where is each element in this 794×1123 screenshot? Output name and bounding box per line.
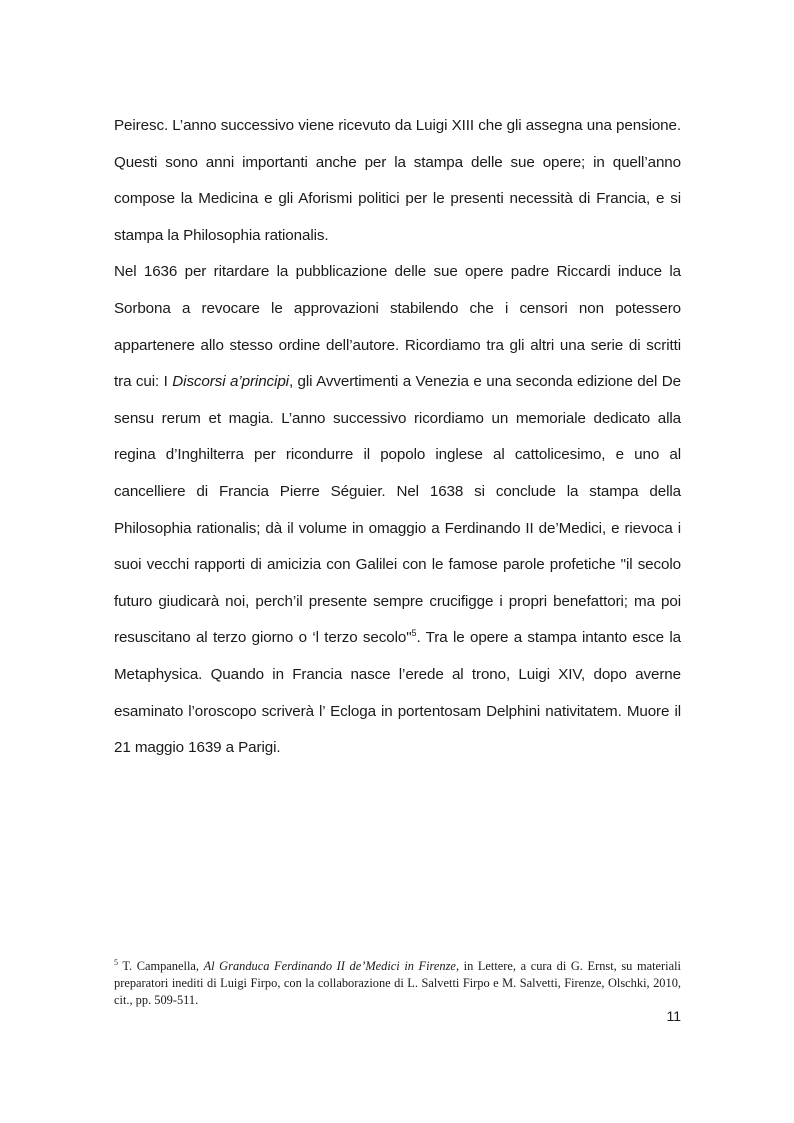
paragraph-2-part-c: . Tra le opere a stampa intanto esce la Metaphysica. Quando in Francia nasce l’erede al trono, Luigi XIV, dopo averne esaminato l’oroscopo scriverà l’ Ecloga in portentosam Delphini nativitatem. Muore il 21 maggio 1639 a Parigi. [114, 629, 681, 757]
footnote-number: 5 [114, 957, 118, 967]
footnote [114, 958, 681, 1009]
paragraph-2 [114, 254, 681, 766]
footnote-text-a: T. Campanella, [118, 959, 204, 973]
footnote-text-b: , in Lettere, a cura di G. Ernst, su materiali preparatori inediti di Luigi Firpo, con la collaborazione di L. Salvetti Firpo e M. Salvetti, Firenze, Olschki, 2010, cit., pp. 509-511. [114, 959, 681, 1007]
paragraph-2-part-b: , gli Avvertimenti a Venezia e una seconda edizione del De sensu rerum et magia. L’anno successivo ricordiamo un memoriale dedicato alla regina d’Inghilterra per ricondurre il popolo inglese al cattolicesimo, e uno al cancelliere di Francia Pierre Séguier. Nel 1638 si conclude la stampa della Philosophia rationalis; dà il volume in omaggio a Ferdinando II de’Medici, e rievoca i suoi vecchi rapporti di amicizia con Galilei con le famose parole profetiche "il secolo futuro giudicarà noi, perch’il presente sempre crucifigge i propri benefattori; ma poi resuscitano al terzo giorno o ‘l terzo secolo" [114, 373, 681, 647]
paragraph-2-part-a: Nel 1636 per ritardare la pubblicazione delle sue opere padre Riccardi induce la Sorbona a revocare le approvazioni stabilendo che i censori non potessero appartenere allo stesso ordine dell’autore. Ricordiamo tra gli altri una serie di scritti tra cui: I [114, 263, 681, 391]
paragraph-1: Peiresc. L’anno successivo viene ricevuto da Luigi XIII che gli assegna una pensione. Questi sono anni importanti anche per la stampa delle sue opere; in quell’anno compose la Medicina e gli Aforismi politici per le presenti necessità di Francia, e si stampa la Philosophia rationalis. [114, 117, 681, 244]
footnote-italic-title: Al Granduca Ferdinando II de’Medici in Firenze [203, 959, 456, 973]
body-text [114, 108, 681, 767]
italic-title-discorsi: Discorsi a’principi [172, 373, 289, 391]
footnote-reference[interactable]: 5 [411, 628, 417, 639]
page-number: 11 [666, 1008, 681, 1024]
